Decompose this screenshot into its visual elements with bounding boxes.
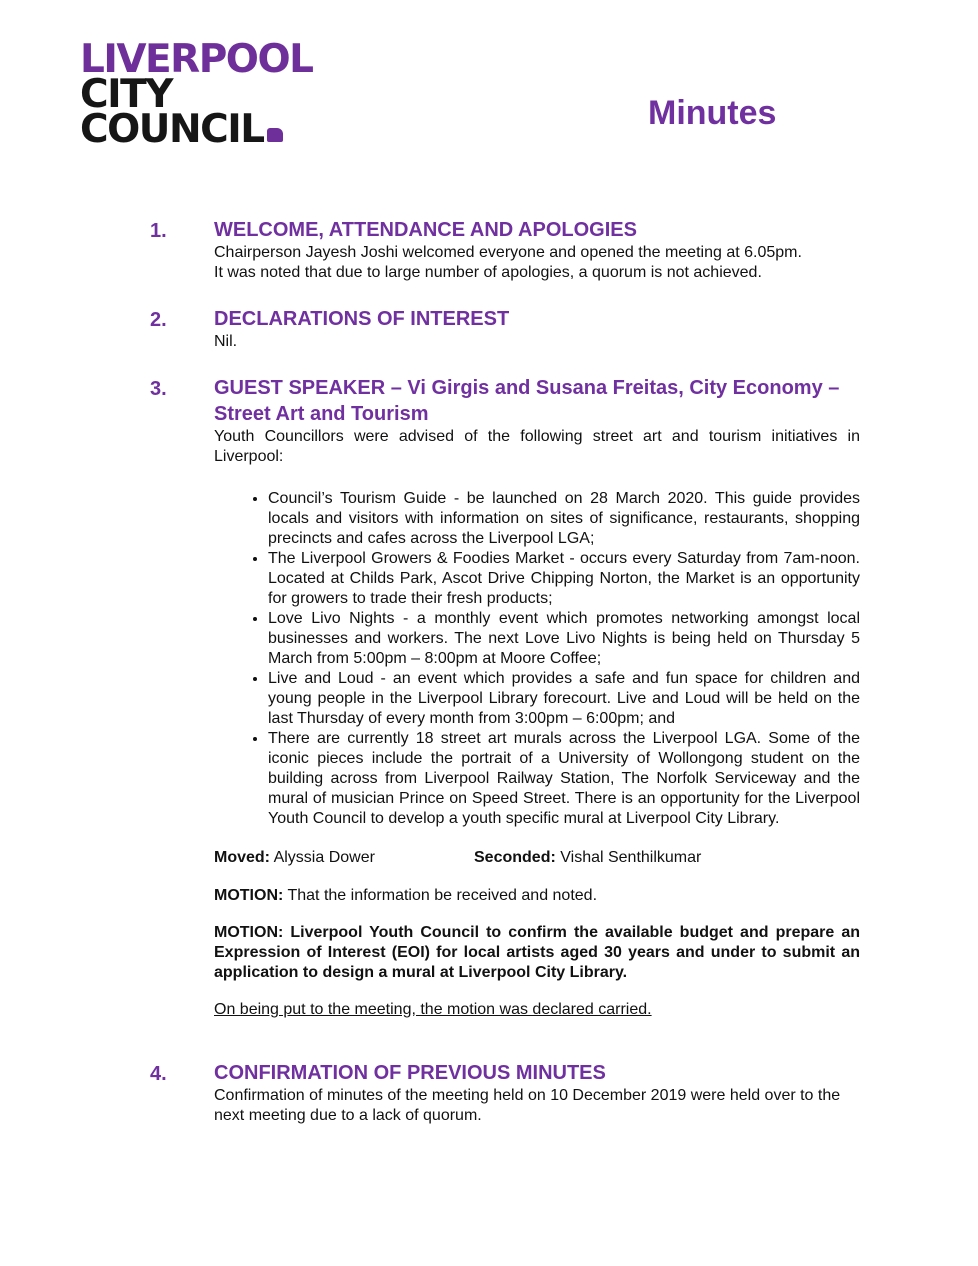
moved-label: Moved:: [214, 849, 270, 866]
list-item: • There are currently 18 street art murals across the Liverpool LGA. Some of the iconic pieces include the portrait of a University of Wollongong student on the building across from Liverpool Railway Station, The Norfolk Serviceway and the mural of musician Prince on Speed Street. There is an opportunity for the Liverpool Youth Council to develop a youth specific mural at Liverpool City Library.: [268, 729, 860, 829]
section-guest-speaker: [150, 375, 860, 1020]
outcome-text: On being put to the meeting, the motion was declared carried.: [214, 1001, 652, 1018]
seconded-label: Seconded:: [474, 849, 556, 866]
section-heading: CONFIRMATION OF PREVIOUS MINUTES: [214, 1062, 606, 1084]
seconded-by: Vishal Senthilkumar: [560, 849, 702, 866]
section-declarations: [150, 306, 860, 352]
section-text: Confirmation of minutes of the meeting held on 10 December 2019 were held over to the next meeting due to a lack of quorum.: [214, 1087, 841, 1124]
logo-line-1: LIVERPOOL: [80, 37, 313, 82]
section-number: 1.: [150, 220, 167, 242]
section-intro: Youth Councillors were advised of the following street art and tourism initiatives in Liverpool:: [214, 428, 860, 465]
section-text: Nil.: [214, 333, 238, 350]
section-number: 2.: [150, 309, 167, 331]
seconded-line: [474, 849, 701, 867]
council-logo: [80, 37, 313, 152]
section-text: Chairperson Jayesh Joshi welcomed everyone and opened the meeting at 6.05pm.: [214, 244, 802, 261]
section-text: It was noted that due to large number of apologies, a quorum is not achieved.: [214, 264, 762, 281]
section-previous-minutes: [150, 1060, 860, 1126]
motion-outcome: [214, 1000, 860, 1020]
list-item: • Council’s Tourism Guide - be launched on 28 March 2020. This guide provides locals and visitors with information on sites of significance, restaurants, shopping precincts and cafes across the Liverpool LGA;: [268, 489, 860, 549]
moved-by: Alyssia Dower: [273, 849, 375, 866]
section-heading: DECLARATIONS OF INTEREST: [214, 308, 510, 330]
section-heading: WELCOME, ATTENDANCE AND APOLOGIES: [214, 219, 637, 241]
list-item: • The Liverpool Growers & Foodies Market - occurs every Saturday from 7am-noon. Located at Childs Park, Ascot Drive Chipping Norton, the Market is an opportunity for growers to trade their fresh products;: [268, 549, 860, 609]
list-item: • Live and Loud - an event which provides a safe and fun space for children and young people in the Liverpool Library forecourt. Live and Loud will be held on the last Thursday of every month from 3:00pm – 6:00pm; and: [268, 669, 860, 729]
logo-line-3: [80, 107, 312, 152]
initiatives-list: [214, 489, 860, 829]
logo-line-2: CITY: [80, 72, 172, 117]
list-item: • Love Livo Nights - a monthly event which promotes networking amongst local businesses and workers. The next Love Livo Nights is being held on Thursday 5 March from 5:00pm – 8:00pm at Moore Coffee;: [268, 609, 860, 669]
section-number: 3.: [150, 378, 167, 400]
motion-label: MOTION:: [214, 887, 284, 904]
section-heading: GUEST SPEAKER – Vi Girgis and Susana Freitas, City Economy – Street Art and Tourism: [214, 377, 840, 425]
document-title: Minutes: [648, 94, 777, 132]
motion-mural: MOTION: Liverpool Youth Council to confirm the available budget and prepare an Expression of Interest (EOI) for local artists aged 30 years and under to submit an application to design a mural at Liverpool City Library.: [214, 924, 860, 981]
motion-received: [214, 886, 860, 906]
moved-seconded-row: [214, 849, 860, 869]
logo-mark-icon: [267, 128, 283, 142]
motion-text: That the information be received and noted.: [287, 887, 598, 904]
section-welcome: [150, 217, 860, 283]
logo-line-3-text: COUNCIL: [80, 107, 264, 152]
moved-line: [214, 849, 375, 866]
section-number: 4.: [150, 1063, 167, 1085]
